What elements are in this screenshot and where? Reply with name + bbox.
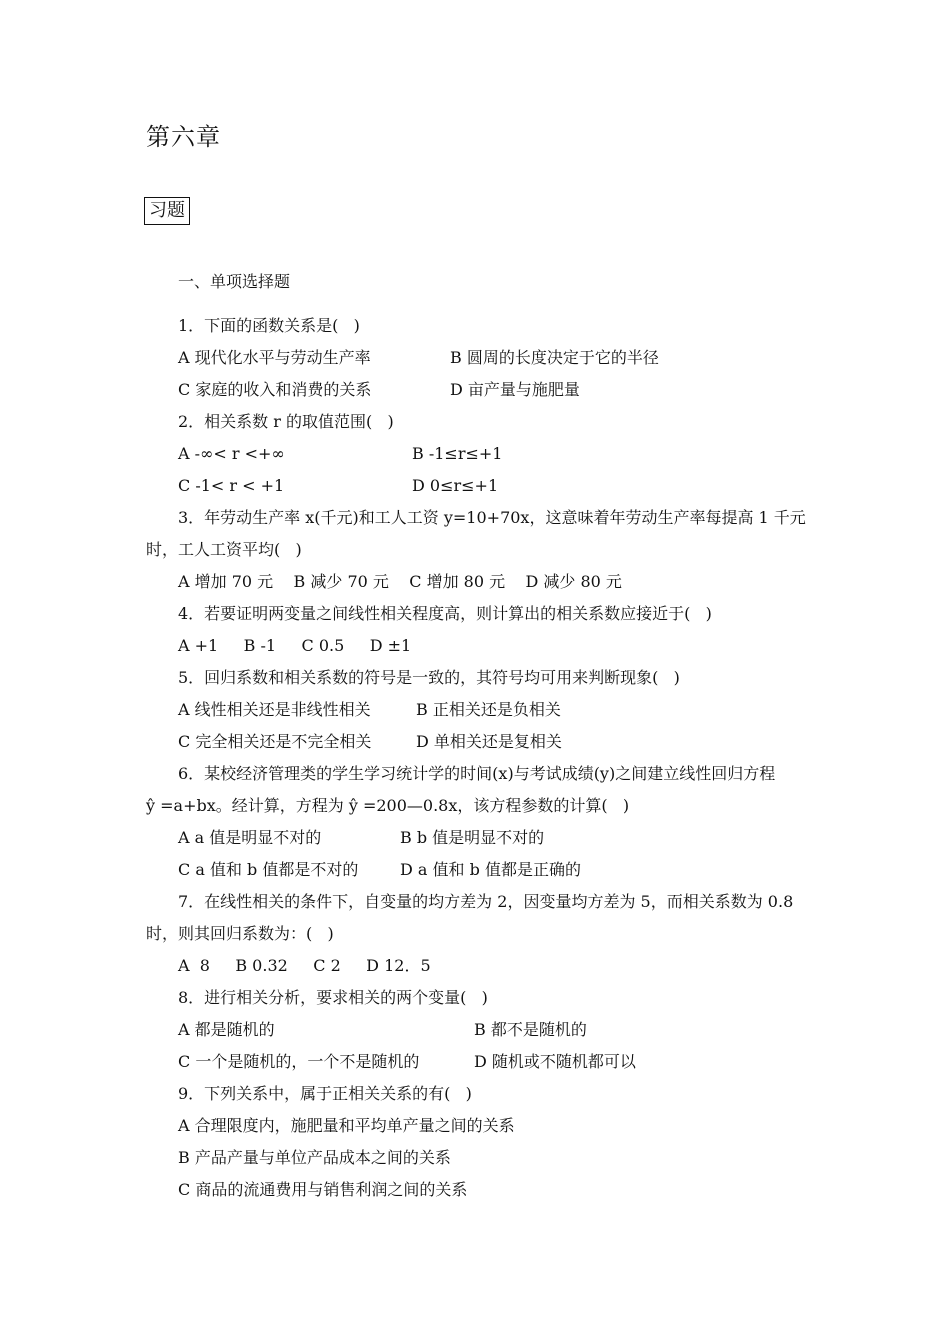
q8-stem: 8．进行相关分析，要求相关的两个变量( ) — [178, 988, 488, 1007]
q7-stem-line2: 时，则其回归系数为：( ) — [146, 924, 334, 943]
q6-stem-line1: 6．某校经济管理类的学生学习统计学的时间(x)与考试成绩(y)之间建立线性回归方程 — [178, 764, 776, 783]
q6-option-d: D a 值和 b 值都是正确的 — [400, 860, 581, 879]
q4-stem: 4．若要证明两变量之间线性相关程度高，则计算出的相关系数应接近于( ) — [178, 604, 712, 623]
q8-option-a: A 都是随机的 — [178, 1020, 275, 1039]
q1-stem: 1．下面的函数关系是( ) — [178, 316, 360, 335]
q3-stem-line2: 时，工人工资平均( ) — [146, 540, 302, 559]
q9-option-b: B 产品产量与单位产品成本之间的关系 — [178, 1148, 451, 1167]
q5-option-a: A 线性相关还是非线性相关 — [178, 700, 371, 719]
q7-options: A 8 B 0.32 C 2 D 12．5 — [178, 956, 431, 975]
q9-stem: 9．下列关系中，属于正相关关系的有( ) — [178, 1084, 472, 1103]
q5-stem: 5．回归系数和相关系数的符号是一致的，其符号均可用来判断现象( ) — [178, 668, 680, 687]
q2-option-a: A -∞< r <+∞ — [178, 444, 285, 463]
q8-option-b: B 都不是随机的 — [474, 1020, 587, 1039]
q8-option-d: D 随机或不随机都可以 — [474, 1052, 636, 1071]
q9-option-c: C 商品的流通费用与销售利润之间的关系 — [178, 1180, 468, 1199]
q5-option-d: D 单相关还是复相关 — [416, 732, 562, 751]
section-label-box: 习题 — [144, 197, 190, 225]
chapter-title: 第六章 — [146, 123, 221, 151]
q7-stem-line1: 7．在线性相关的条件下，自变量的均方差为 2，因变量均方差为 5，而相关系数为 0.8 — [178, 892, 794, 911]
q6-option-c: C a 值和 b 值都是不对的 — [178, 860, 359, 879]
q1-option-d: D 亩产量与施肥量 — [450, 380, 580, 399]
q5-option-b: B 正相关还是负相关 — [416, 700, 561, 719]
q4-options: A +1 B -1 C 0.5 D ±1 — [178, 636, 412, 655]
q2-option-b: B -1≤r≤+1 — [412, 444, 503, 463]
q3-options: A 增加 70 元 B 减少 70 元 C 增加 80 元 D 减少 80 元 — [178, 572, 622, 591]
q2-stem: 2．相关系数 r 的取值范围( ) — [178, 412, 394, 431]
q2-option-d: D 0≤r≤+1 — [412, 476, 499, 495]
q1-option-a: A 现代化水平与劳动生产率 — [178, 348, 371, 367]
q9-option-a: A 合理限度内，施肥量和平均单产量之间的关系 — [178, 1116, 515, 1135]
q8-option-c: C 一个是随机的，一个不是随机的 — [178, 1052, 420, 1071]
q1-option-c: C 家庭的收入和消费的关系 — [178, 380, 372, 399]
q1-option-b: B 圆周的长度决定于它的半径 — [450, 348, 659, 367]
q6-option-b: B b 值是明显不对的 — [400, 828, 545, 847]
q5-option-c: C 完全相关还是不完全相关 — [178, 732, 372, 751]
q6-stem-line2: ŷ =a+bx。经计算，方程为 ŷ =200—0.8x，该方程参数的计算( ) — [146, 796, 630, 815]
section-heading: 一、单项选择题 — [178, 272, 291, 291]
q3-stem-line1: 3．年劳动生产率 x(千元)和工人工资 y=10+70x，这意味着年劳动生产率每提高 1 千元 — [178, 508, 806, 527]
q2-option-c: C -1< r < +1 — [178, 476, 285, 495]
q6-option-a: A a 值是明显不对的 — [178, 828, 322, 847]
